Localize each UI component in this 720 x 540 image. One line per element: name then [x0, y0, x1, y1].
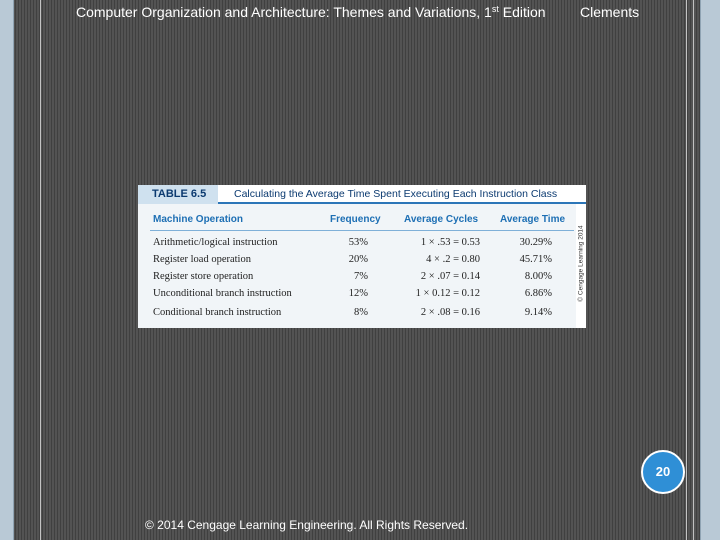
right-decorative-rail: [700, 0, 720, 540]
slide-header-title: Computer Organization and Architecture: Themes and Variations, 1st Edition: [76, 4, 546, 20]
table-caption-bar: [138, 185, 586, 204]
cell-average-time: 8.00%: [524, 271, 552, 282]
vertical-rule: [40, 0, 41, 540]
header-divider: [150, 230, 574, 231]
cell-average-time: 9.14%: [524, 307, 552, 318]
table-row: [138, 237, 576, 251]
cell-frequency: 8%: [354, 307, 368, 318]
table-row: [138, 271, 576, 285]
column-header-operation: Machine Operation: [153, 214, 244, 225]
cell-operation: Conditional branch instruction: [153, 307, 282, 318]
cell-operation: Arithmetic/logical instruction: [153, 237, 278, 248]
cell-average-cycles: 2 × .07 = 0.14: [420, 271, 480, 282]
cell-frequency: 7%: [354, 271, 368, 282]
cell-frequency: 53%: [348, 237, 368, 248]
page-number-badge: 20: [641, 450, 685, 494]
table-row: [138, 288, 576, 302]
table-row: [138, 307, 576, 321]
cell-average-cycles: 4 × .2 = 0.80: [426, 254, 480, 265]
cell-average-cycles: 2 × .08 = 0.16: [420, 307, 480, 318]
table-credit: [576, 204, 586, 328]
cell-average-cycles: 1 × 0.12 = 0.12: [415, 288, 480, 299]
cell-average-time: 30.29%: [519, 237, 552, 248]
cell-average-time: 45.71%: [519, 254, 552, 265]
cell-frequency: 20%: [348, 254, 368, 265]
cell-frequency: 12%: [348, 288, 368, 299]
table-label: TABLE 6.5: [138, 185, 218, 204]
table-caption: Calculating the Average Time Spent Executing Each Instruction Class: [234, 188, 558, 200]
cell-average-time: 6.86%: [524, 288, 552, 299]
column-header-average-cycles: Average Cycles: [404, 214, 479, 225]
column-header-average-time: Average Time: [500, 214, 566, 225]
table-body: [138, 204, 576, 328]
cell-operation: Register store operation: [153, 271, 254, 282]
footer-copyright: © 2014 Cengage Learning Engineering. All Rights Reserved.: [145, 518, 469, 532]
column-header-frequency: Frequency: [330, 214, 381, 225]
slide-header-author: Clements: [580, 4, 640, 20]
cell-average-cycles: 1 × .53 = 0.53: [420, 237, 480, 248]
credit-text: © Cengage Learning 2014: [577, 225, 585, 302]
vertical-rule: [693, 0, 694, 540]
cell-operation: Register load operation: [153, 254, 251, 265]
vertical-rule: [686, 0, 687, 540]
cell-operation: Unconditional branch instruction: [153, 288, 292, 299]
table-row: [138, 254, 576, 268]
left-decorative-rail: [0, 0, 14, 540]
table-figure: [138, 185, 586, 328]
